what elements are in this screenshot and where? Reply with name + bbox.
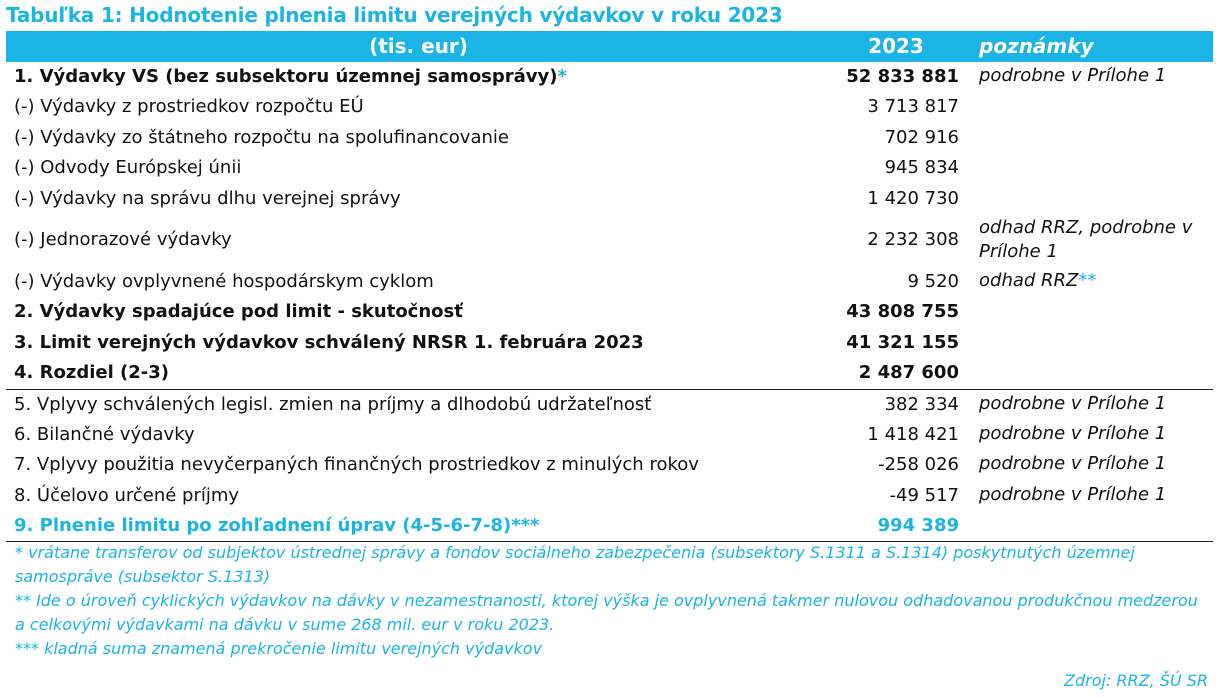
row-label: 2. Výdavky spadajúce pod limit - skutočnosť xyxy=(14,301,463,323)
table-body xyxy=(6,62,1213,542)
row-value: 43 808 755 xyxy=(846,301,959,323)
row-label: 1. Výdavky VS (bez subsektoru územnej samosprávy)* xyxy=(14,66,567,87)
row-value: 2 232 308 xyxy=(867,228,959,250)
row-note: podrobne v Prílohe 1 xyxy=(979,453,1167,475)
row-note: podrobne v Prílohe 1 xyxy=(979,422,1167,444)
footnote: *** kladná suma znamená prekročenie limitu verejných výdavkov xyxy=(15,639,543,658)
header-year: 2023 xyxy=(868,34,924,58)
row-value: 1 420 730 xyxy=(867,187,959,209)
row-label: (-) Výdavky zo štátneho rozpočtu na spolufinancovanie xyxy=(14,126,509,148)
row-label: 3. Limit verejných výdavkov schválený NRSR 1. februára 2023 xyxy=(14,331,644,353)
row-label: 4. Rozdiel (2-3) xyxy=(14,362,170,384)
table-header xyxy=(6,31,1213,62)
row-value: 382 334 xyxy=(884,393,959,415)
table-row xyxy=(6,390,1213,420)
table-row xyxy=(6,62,1213,92)
row-label: (-) Jednorazové výdavky xyxy=(14,228,232,250)
table-row xyxy=(6,358,1213,389)
row-label: 7. Vplyvy použitia nevyčerpaných finančných prostriedkov z minulých rokov xyxy=(14,454,699,476)
table-row xyxy=(6,123,1213,153)
row-label: (-) Výdavky ovplyvnené hospodárskym cyklom xyxy=(14,270,434,292)
header-unit: (tis. eur) xyxy=(369,34,468,58)
row-note: odhad RRZ, podrobne v Prílohe 1 xyxy=(979,216,1193,262)
row-label: 8. Účelovo určené príjmy xyxy=(14,484,240,506)
table-row-total xyxy=(6,511,1213,542)
row-value: 702 916 xyxy=(884,126,959,148)
row-value: 945 834 xyxy=(884,157,959,179)
row-note: odhad RRZ** xyxy=(979,269,1097,291)
table-row xyxy=(6,481,1213,511)
table-row xyxy=(6,267,1213,297)
footnote: * vrátane transferov od subjektov ústrednej správy a fondov sociálneho zabezpečenia (subsektory S.1311 a S.1314) poskytnutých územnej samospráve (subsektor S.1313) xyxy=(15,543,1135,586)
row-note: podrobne v Prílohe 1 xyxy=(979,65,1167,86)
table-row xyxy=(6,214,1213,267)
row-label: (-) Výdavky z prostriedkov rozpočtu EÚ xyxy=(14,96,364,118)
footnote: ** Ide o úroveň cyklických výdavkov na dávky v nezamestnanosti, ktorej výška je ovplyvnená takmer nulovou odhadovanou produkčnou medzerou a celkovými výdavkami na dávku v sume 268 mil. eur v roku 2023. xyxy=(15,591,1198,634)
row-label: 5. Vplyvy schválených legisl. zmien na príjmy a dlhodobú udržateľnosť xyxy=(14,393,652,415)
row-value: 994 389 xyxy=(877,515,959,537)
table-row xyxy=(6,92,1213,122)
table-title: Tabuľka 1: Hodnotenie plnenia limitu verejných výdavkov v roku 2023 xyxy=(6,3,783,27)
row-value: 52 833 881 xyxy=(846,66,959,87)
table-row xyxy=(6,420,1213,450)
row-value: 3 713 817 xyxy=(867,96,959,118)
row-note: podrobne v Prílohe 1 xyxy=(979,392,1167,414)
row-note: podrobne v Prílohe 1 xyxy=(979,483,1167,505)
table-row xyxy=(6,450,1213,480)
row-value: 9 520 xyxy=(907,270,959,292)
row-label: (-) Odvody Európskej únii xyxy=(14,157,242,179)
row-value: 41 321 155 xyxy=(846,331,959,353)
row-label: 6. Bilančné výdavky xyxy=(14,423,195,445)
row-label: 9. Plnenie limitu po zohľadnení úprav (4-5-6-7-8)*** xyxy=(14,515,540,537)
header-notes: poznámky xyxy=(979,34,1094,58)
table-row xyxy=(6,153,1213,183)
row-value: 1 418 421 xyxy=(867,423,959,445)
footnotes xyxy=(15,541,1210,661)
table-row xyxy=(6,328,1213,358)
row-value: -258 026 xyxy=(878,454,959,476)
row-value: 2 487 600 xyxy=(858,362,959,384)
row-label: (-) Výdavky na správu dlhu verejnej správy xyxy=(14,187,401,209)
table-row xyxy=(6,297,1213,327)
source-note: Zdroj: RRZ, ŠÚ SR xyxy=(1064,671,1208,690)
row-value: -49 517 xyxy=(889,484,959,506)
table-row xyxy=(6,184,1213,214)
